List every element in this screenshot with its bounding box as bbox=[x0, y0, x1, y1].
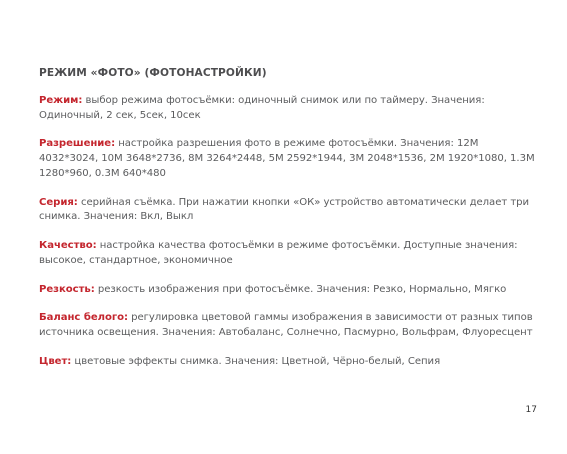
entry-term: Резкость: bbox=[39, 283, 95, 295]
entry-white-balance bbox=[39, 311, 539, 340]
section-heading: РЕЖИМ «ФОТО» (ФОТОНАСТРОЙКИ) bbox=[39, 67, 267, 79]
entry-burst bbox=[39, 196, 539, 225]
entry-resolution bbox=[39, 137, 539, 181]
entry-description: серийная съёмка. При нажатии кнопки «ОК» устройство автоматически делает три снимка. Значения: Вкл, Выкл bbox=[39, 196, 530, 223]
entry-mode bbox=[39, 94, 539, 123]
entry-sharpness bbox=[39, 283, 539, 298]
entry-description: регулировка цветовой гаммы изображения в зависимости от разных типов источника освещения. Значения: Автобаланс, Солнечно, Пасмурно, Вольфрам, Флуоресцент bbox=[39, 312, 533, 339]
entry-description: резкость изображения при фотосъёмке. Значения: Резко, Нормально, Мягко bbox=[94, 283, 507, 295]
entry-description: цветовые эффекты снимка. Значения: Цветной, Чёрно-белый, Сепия bbox=[71, 355, 441, 367]
entry-description: настройка качества фотосъёмки в режиме фотосъёмки. Доступные значения: высокое, стандартное, экономичное bbox=[39, 240, 518, 266]
entry-term: Баланс белого: bbox=[39, 312, 128, 324]
entry-term: Качество: bbox=[39, 240, 97, 252]
manual-page bbox=[39, 66, 539, 384]
entry-term: Разрешение: bbox=[39, 138, 116, 150]
entry-term: Цвет: bbox=[39, 355, 72, 367]
entry-term: Режим: bbox=[39, 95, 83, 106]
entry-color bbox=[39, 355, 539, 370]
entry-description: настройка разрешения фото в режиме фотосъёмки. Значения: 12М 4032*3024, 10М 3648*2736, 8М 3264*2448, 5М 2592*1944, 3М 2048*1536, 2М 1920*1080, 1.3М 1280*960, 0.3М 640*480 bbox=[39, 138, 535, 179]
entry-term: Серия: bbox=[39, 196, 78, 208]
entry-description: выбор режима фотосъёмки: одиночный снимок или по таймеру. Значения: Одиночный, 2 сек, 5сек, 10сек bbox=[39, 95, 485, 121]
entry-quality bbox=[39, 239, 539, 268]
page-number: 17 bbox=[525, 405, 537, 415]
